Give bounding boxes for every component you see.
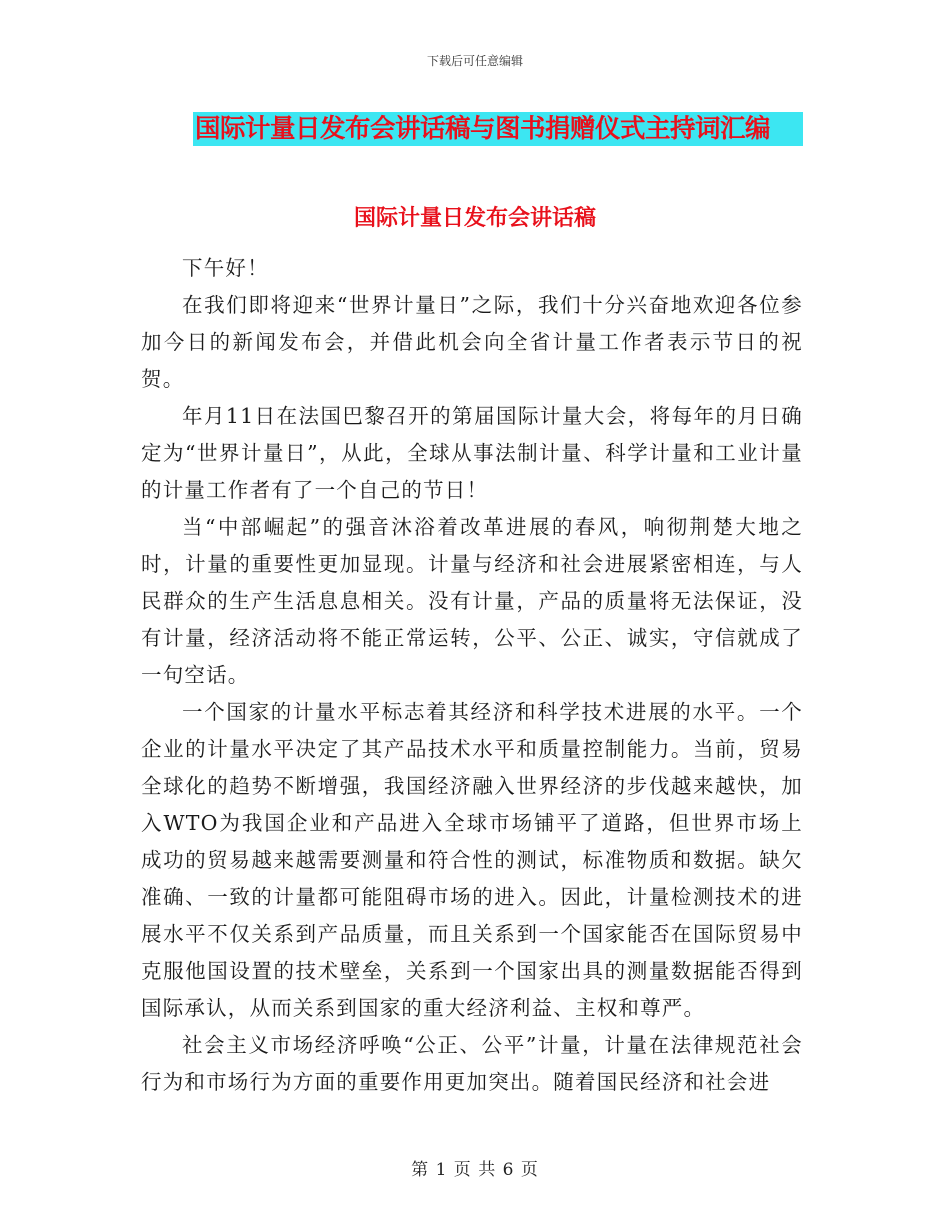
section-title: 国际计量日发布会讲话稿 xyxy=(353,206,596,231)
paragraph: 年月11日在法国巴黎召开的第届国际计量大会，将每年的月日确定为“世界计量日”，从此，全球从事法制计量、科学计量和工业计量的计量工作者有了一个自己的节日！ xyxy=(141,404,803,502)
paragraph: 一个国家的计量水平标志着其经济和科学技术进展的水平。一个企业的计量水平决定了其产品技术水平和质量控制能力。当前，贸易全球化的趋势不断增强，我国经济融入世界经济的步伐越来越快，加入WTO为我国企业和产品进入全球市场铺平了道路，但世界市场上成功的贸易越来越需要测量和符合性的测试，标准物质和数据。缺欠准确、一致的计量都可能阻碍市场的进入。因此，计量检测技术的进展水平不仅关系到产品质量，而且关系到一个国家能否在国际贸易中克服他国设置的技术壁垒，关系到一个国家出具的测量数据能否得到国际承认，从而关系到国家的重大经济利益、主权和尊严。 xyxy=(141,700,803,1020)
paragraph: 社会主义市场经济呼唤“公正、公平”计量，计量在法律规范社会行为和市场行为方面的重要作用更加突出。随着国民经济和社会进 xyxy=(141,1033,803,1094)
paragraph: 当“中部崛起”的强音沐浴着改革进展的春风，响彻荆楚大地之时，计量的重要性更加显现。计量与经济和社会进展紧密相连，与人民群众的生产生活息息相关。没有计量，产品的质量将无法保证，没有计量，经济活动将不能正常运转，公平、公正、诚实，守信就成了一句空话。 xyxy=(141,515,803,687)
paragraph-greeting: 下午好！ xyxy=(182,256,269,280)
paragraph: 在我们即将迎来“世界计量日”之际，我们十分兴奋地欢迎各位参加今日的新闻发布会，并借此机会向全省计量工作者表示节日的祝贺。 xyxy=(141,293,803,391)
page-footer: 第 1 页 共 6 页 xyxy=(411,1160,539,1180)
document-title: 国际计量日发布会讲话稿与图书捐赠仪式主持词汇编 xyxy=(195,114,771,144)
page-header: 下载后可任意编辑 xyxy=(426,54,523,68)
document-title-highlight xyxy=(193,112,803,146)
document-body xyxy=(141,250,803,1101)
